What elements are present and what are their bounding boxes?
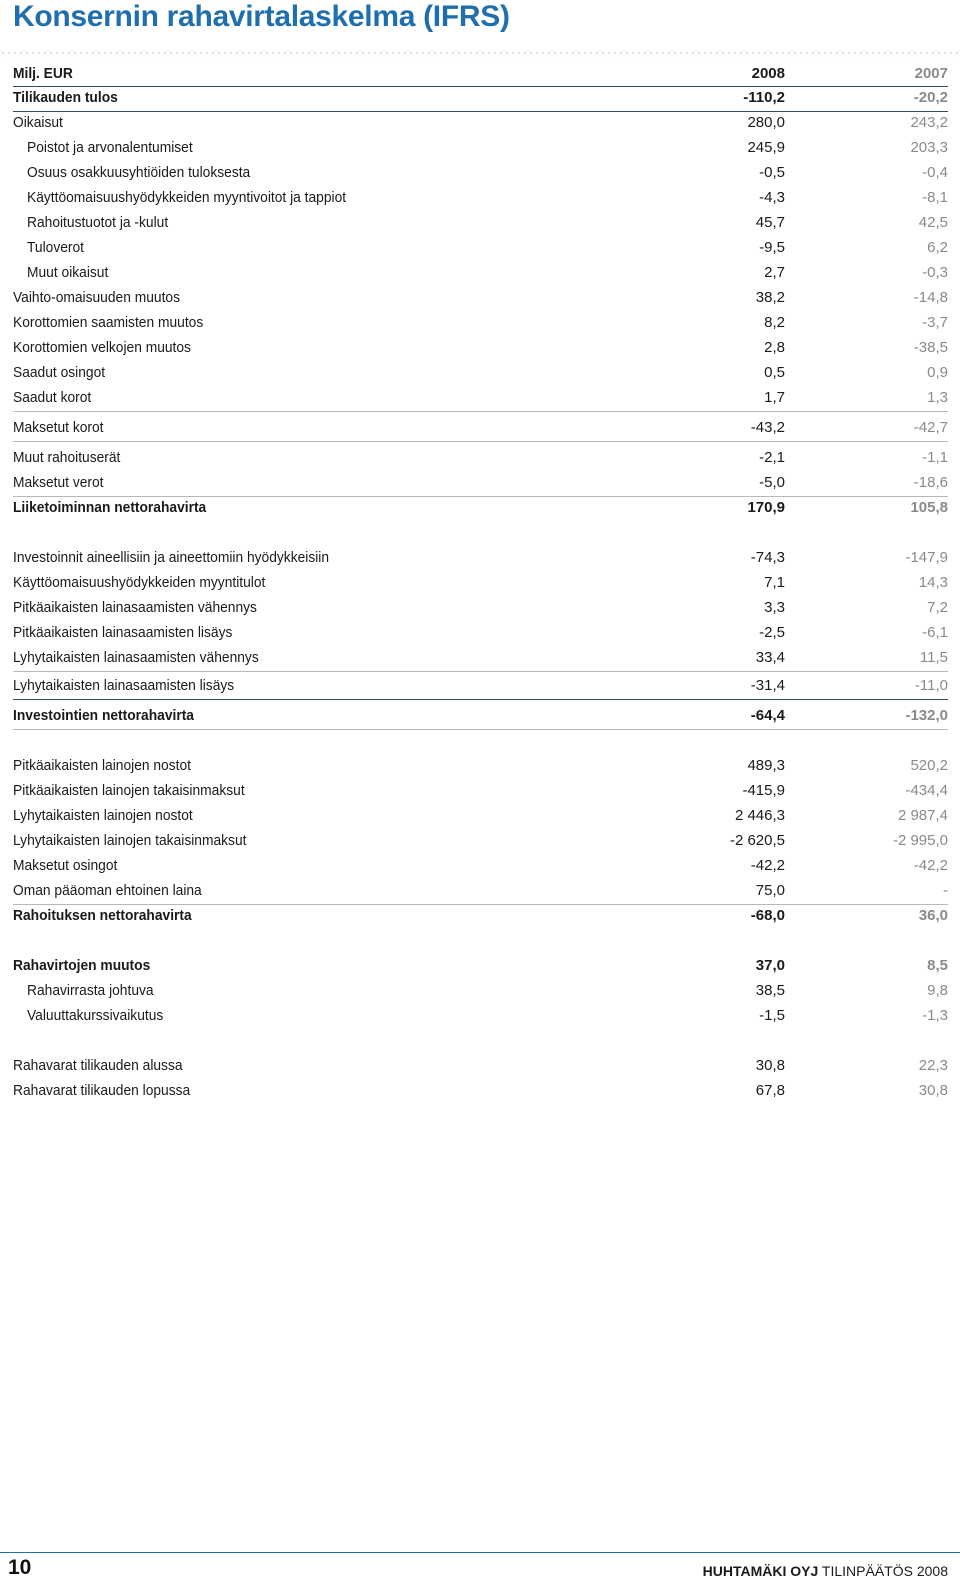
value-2007: 22,3 (918, 1057, 948, 1074)
value-2007: -147,9 (905, 549, 948, 566)
row-label: Lyhytaikaisten lainasaamisten lisäys (13, 677, 235, 694)
value-2008: -42,2 (750, 857, 785, 874)
value-2007: -18,6 (913, 474, 948, 491)
footer-report-title (703, 1563, 948, 1579)
row-label: Saadut osingot (13, 364, 106, 381)
value-2008: -2,1 (759, 449, 785, 466)
value-2007: 520,2 (910, 757, 948, 774)
value-2007: -3,7 (922, 314, 948, 331)
value-2007: -132,0 (905, 707, 948, 724)
row-label: Tuloverot (27, 239, 85, 256)
value-2007: 0,9 (927, 364, 948, 381)
page-title: Konsernin rahavirtalaskelma (IFRS) (13, 0, 510, 33)
row-label: Poistot ja arvonalentumiset (27, 139, 193, 156)
value-2008: 75,0 (755, 882, 785, 899)
footer-rule (0, 1552, 960, 1553)
value-2008: 489,3 (747, 757, 785, 774)
value-2008: 245,9 (747, 139, 785, 156)
table-row (13, 287, 948, 309)
value-2007: -20,2 (913, 89, 948, 106)
table-row (13, 980, 948, 1002)
value-2008: 33,4 (755, 649, 785, 666)
value-2008: 2,8 (764, 339, 785, 356)
table-header-row (13, 63, 948, 85)
value-2008: 8,2 (764, 314, 785, 331)
table-row (13, 805, 948, 827)
value-2007: 14,3 (918, 574, 948, 591)
row-label: Valuuttakurssivaikutus (27, 1007, 164, 1024)
table-row (13, 262, 948, 284)
value-2007: -1,1 (922, 449, 948, 466)
value-2007: 7,2 (927, 599, 948, 616)
table-row (13, 1005, 948, 1027)
value-2008: -31,4 (750, 677, 785, 694)
value-2007: 243,2 (910, 114, 948, 131)
value-2008: 30,8 (755, 1057, 785, 1074)
row-label: Korottomien saamisten muutos (13, 314, 204, 331)
value-2008: 170,9 (747, 499, 785, 516)
table-row (13, 212, 948, 234)
row-label: Muut oikaisut (27, 264, 109, 281)
value-2008: -1,5 (759, 1007, 785, 1024)
row-label: Rahoituksen nettorahavirta (13, 907, 192, 924)
value-2007: 11,5 (919, 649, 948, 666)
value-2008: -0,5 (759, 164, 785, 181)
value-2007: 203,3 (910, 139, 948, 156)
value-2007: 8,5 (927, 957, 948, 974)
table-row (13, 855, 948, 877)
value-2008: -110,2 (743, 89, 785, 106)
value-2008: 45,7 (755, 214, 785, 231)
table-row (13, 780, 948, 802)
value-2008: -2 620,5 (729, 832, 785, 849)
company-name: HUHTAMÄKI OYJ (702, 1563, 819, 1579)
row-label: Vaihto-omaisuuden muutos (13, 289, 180, 306)
value-2007: 30,8 (918, 1082, 948, 1099)
report-name: TILINPÄÄTÖS 2008 (818, 1563, 948, 1579)
page-number: 10 (8, 1556, 32, 1579)
table-row (13, 880, 948, 902)
title-dotted-band (0, 50, 960, 58)
row-label: Lyhytaikaisten lainojen takaisinmaksut (13, 832, 247, 849)
table-row (13, 755, 948, 777)
table-row (13, 162, 948, 184)
table-row (13, 955, 948, 977)
value-2008: 0,5 (764, 364, 785, 381)
row-label: Rahavarat tilikauden lopussa (13, 1082, 191, 1099)
row-label: Saadut korot (13, 389, 92, 406)
value-2008: -2,5 (759, 624, 785, 641)
table-row (13, 647, 948, 669)
value-2008: 38,5 (755, 982, 785, 999)
table-row (13, 112, 948, 134)
row-label: Osuus osakkuusyhtiöiden tuloksesta (27, 164, 251, 181)
row-label: Muut rahoituserät (13, 449, 121, 466)
table-row (13, 312, 948, 334)
value-2008: 38,2 (755, 289, 785, 306)
table-row (13, 547, 948, 569)
row-rule (13, 671, 948, 672)
column-header-2007: 2007 (914, 65, 948, 82)
table-row (13, 362, 948, 384)
value-2008: 3,3 (764, 599, 785, 616)
table-row (13, 497, 948, 519)
value-2008: 280,0 (747, 114, 785, 131)
table-row (13, 597, 948, 619)
value-2007: 2 987,4 (897, 807, 948, 824)
value-2007: -2 995,0 (892, 832, 948, 849)
row-label: Rahavirrasta johtuva (27, 982, 154, 999)
row-label: Pitkäaikaisten lainasaamisten vähennys (13, 599, 257, 616)
value-2008: -68,0 (750, 907, 785, 924)
value-2008: 2,7 (764, 264, 785, 281)
value-2007: 36,0 (918, 907, 948, 924)
table-row (13, 337, 948, 359)
row-rule (13, 699, 948, 700)
row-rule (13, 411, 948, 412)
row-label: Maksetut verot (13, 474, 104, 491)
value-2007: -42,7 (913, 419, 948, 436)
table-row (13, 387, 948, 409)
value-2007: -6,1 (922, 624, 948, 641)
table-row (13, 237, 948, 259)
value-2007: -0,3 (922, 264, 948, 281)
row-label: Investointien nettorahavirta (13, 707, 194, 724)
value-2008: 37,0 (755, 957, 785, 974)
table-row (13, 830, 948, 852)
value-2007: -38,5 (913, 339, 948, 356)
row-label: Lyhytaikaisten lainasaamisten vähennys (13, 649, 259, 666)
value-2007: 105,8 (910, 499, 948, 516)
row-label: Lyhytaikaisten lainojen nostot (13, 807, 193, 824)
value-2008: -74,3 (750, 549, 785, 566)
unit-label: Milj. EUR (13, 65, 73, 82)
value-2008: -5,0 (759, 474, 785, 491)
value-2008: 7,1 (764, 574, 785, 591)
table-row (13, 1080, 948, 1102)
table-row (13, 417, 948, 439)
value-2008: -415,9 (742, 782, 785, 799)
row-label: Rahoitustuotot ja -kulut (27, 214, 169, 231)
row-label: Rahavarat tilikauden alussa (13, 1057, 183, 1074)
value-2007: -11,0 (914, 677, 948, 694)
table-row (13, 472, 948, 494)
value-2008: 2 446,3 (734, 807, 785, 824)
value-2008: -4,3 (759, 189, 785, 206)
value-2008: 67,8 (755, 1082, 785, 1099)
value-2007: 9,8 (927, 982, 948, 999)
row-label: Pitkäaikaisten lainojen nostot (13, 757, 191, 774)
value-2008: -64,4 (750, 707, 785, 724)
value-2007: -434,4 (905, 782, 948, 799)
table-row (13, 1055, 948, 1077)
table-row (13, 905, 948, 927)
row-label: Oikaisut (13, 114, 63, 131)
value-2007: 1,3 (927, 389, 948, 406)
value-2007: 6,2 (927, 239, 948, 256)
table-row (13, 187, 948, 209)
table-row (13, 675, 948, 697)
table-row (13, 622, 948, 644)
value-2008: 1,7 (764, 389, 785, 406)
row-label: Korottomien velkojen muutos (13, 339, 191, 356)
row-label: Oman pääoman ehtoinen laina (13, 882, 202, 899)
row-label: Investoinnit aineellisiin ja aineettomiin hyödykkeisiin (13, 549, 330, 566)
row-label: Maksetut osingot (13, 857, 118, 874)
value-2007: -14,8 (913, 289, 948, 306)
row-rule (13, 729, 948, 730)
row-label: Käyttöomaisuushyödykkeiden myyntitulot (13, 574, 266, 591)
row-label: Tilikauden tulos (13, 89, 118, 106)
value-2007: -1,3 (922, 1007, 948, 1024)
row-label: Pitkäaikaisten lainasaamisten lisäys (13, 624, 233, 641)
row-rule (13, 441, 948, 442)
column-header-2008: 2008 (751, 65, 785, 82)
value-2008: -9,5 (759, 239, 785, 256)
value-2007: 42,5 (918, 214, 948, 231)
table-row (13, 447, 948, 469)
value-2007: -42,2 (913, 857, 948, 874)
table-row (13, 87, 948, 109)
row-label: Liiketoiminnan nettorahavirta (13, 499, 207, 516)
value-2007: -0,4 (922, 164, 948, 181)
value-2007: -8,1 (922, 189, 948, 206)
table-row (13, 137, 948, 159)
table-row (13, 705, 948, 727)
row-label: Rahavirtojen muutos (13, 957, 151, 974)
row-label: Maksetut korot (13, 419, 104, 436)
row-label: Pitkäaikaisten lainojen takaisinmaksut (13, 782, 245, 799)
value-2008: -43,2 (750, 419, 785, 436)
table-row (13, 572, 948, 594)
row-label: Käyttöomaisuushyödykkeiden myyntivoitot ja tappiot (27, 189, 347, 206)
value-2007: - (943, 882, 948, 899)
